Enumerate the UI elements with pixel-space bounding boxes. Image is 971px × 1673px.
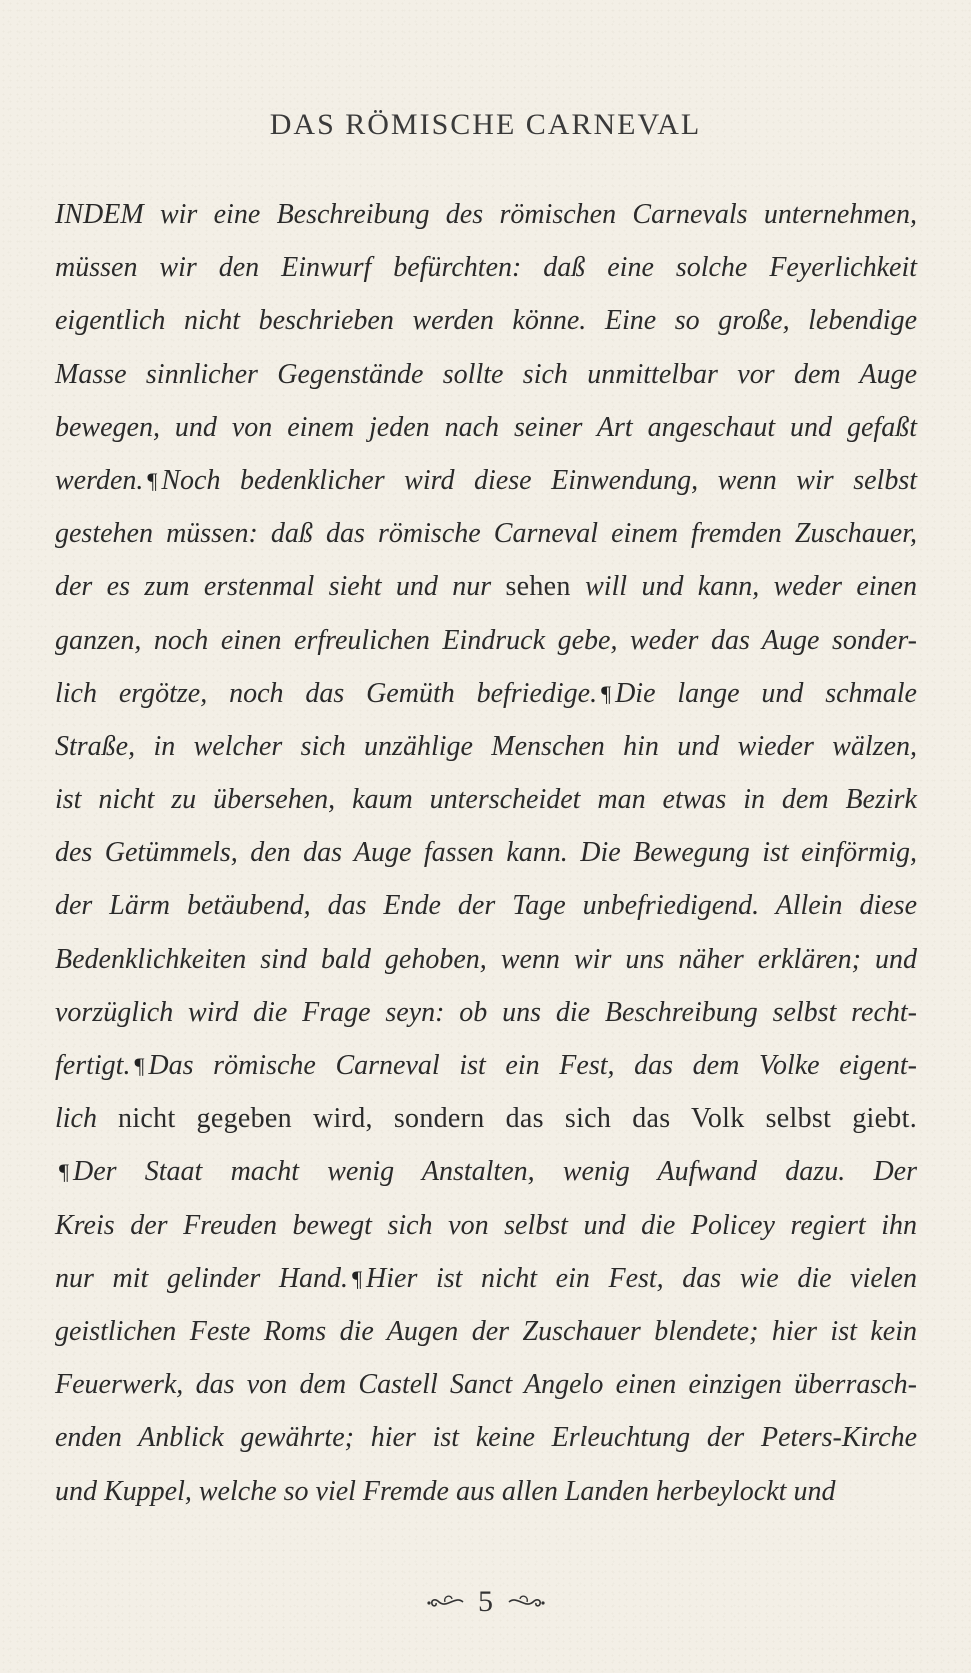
text-line (55, 1092, 917, 1145)
italic-text: und Kuppel, welche so viel Fremde aus allen Landen herbeylockt und (55, 1475, 836, 1507)
text-line (55, 348, 917, 401)
text-line (55, 1039, 917, 1092)
italic-text: müssen wir den Einwurf befürchten: daß eine solche Feyerlichkeit (55, 252, 917, 284)
text-line (55, 1411, 917, 1464)
italic-text: gestehen müssen: daß das römische Carneval einem fremden Zuschauer, (55, 518, 917, 550)
italic-text: Straße, in welcher sich unzählige Menschen hin und wieder wälzen, (55, 730, 917, 762)
paragraph-mark-icon: ¶ (147, 467, 158, 493)
italic-text: bewegen, und von einem jeden nach seiner Art angeschaut und gefaßt (55, 411, 917, 443)
text-line (55, 188, 917, 241)
page-footer (0, 1583, 971, 1619)
italic-text: fertigt. (55, 1050, 131, 1081)
italic-text: Feuerwerk, das von dem Castell Sanct Angelo einen einzigen überrasch- (55, 1369, 917, 1401)
italic-text: ganzen, noch einen erfreulichen Eindruck gebe, weder das Auge sonder- (55, 624, 917, 656)
italic-text: werden. (55, 464, 144, 496)
text-line (55, 241, 917, 294)
text-line (55, 454, 917, 507)
italic-text: ist nicht zu übersehen, kaum unterscheidet man etwas in dem Bezirk (55, 784, 917, 816)
italic-text: Der Staat macht wenig Anstalten, wenig Aufwand dazu. Der (72, 1156, 917, 1188)
italic-text: enden Anblick gewährte; hier ist keine Erleuchtung der Peters-Kirche (55, 1422, 917, 1454)
italic-text: Noch bedenklicher wird diese Einwendung, wenn wir selbst (161, 464, 917, 496)
paragraph-mark-icon: ¶ (59, 1159, 69, 1185)
text-line (55, 667, 917, 720)
italic-text: lich ergötze, noch das Gemüth befriedige. (55, 677, 598, 709)
italic-text: eigentlich nicht beschrieben werden könne. Eine so große, lebendige (55, 305, 917, 337)
text-line (55, 401, 917, 454)
paragraph-mark-icon: ¶ (134, 1053, 145, 1078)
italic-text: Die lange und schmale (615, 677, 917, 709)
italic-text: lich (55, 1103, 97, 1135)
text-line (55, 826, 917, 879)
text-line (55, 773, 917, 826)
text-line (55, 1199, 917, 1252)
italic-text: Kreis der Freuden bewegt sich von selbst und die Policey regiert ihn (55, 1209, 917, 1241)
italic-text: der Lärm betäubend, das Ende der Tage unbefriedigend. Allein diese (55, 890, 917, 922)
text-line (55, 1358, 917, 1411)
text-line (55, 560, 917, 613)
body-text (55, 188, 917, 1518)
text-line (55, 1252, 917, 1305)
text-line (55, 879, 917, 932)
italic-text: Masse sinnlicher Gegenstände sollte sich unmittelbar vor dem Auge (55, 358, 917, 390)
text-line (55, 294, 917, 347)
text-line (55, 507, 917, 560)
italic-text: Hier ist nicht ein Fest, das wie die vielen (366, 1262, 917, 1294)
italic-text: Bedenklichkeiten sind bald gehoben, wenn wir uns näher erklären; und (55, 943, 917, 975)
text-line (55, 986, 917, 1039)
italic-text: geistlichen Feste Roms die Augen der Zuschauer blendete; hier ist kein (55, 1315, 917, 1347)
italic-text: nur mit gelinder Hand. (55, 1262, 349, 1294)
text-line (55, 720, 917, 773)
italic-text: INDEM wir eine Beschreibung des römischen Carnevals unternehmen, (55, 199, 917, 230)
page-number: 5 (478, 1585, 493, 1619)
roman-text: sehen (505, 571, 571, 603)
paragraph-mark-icon: ¶ (352, 1265, 363, 1291)
page-title: DAS RÖMISCHE CARNEVAL (269, 108, 702, 142)
text-line (55, 614, 917, 667)
italic-text: vorzüglich wird die Frage seyn: ob uns die Beschreibung selbst recht- (55, 996, 917, 1028)
text-line (55, 1305, 917, 1358)
italic-text: Das römische Carneval ist ein Fest, das dem Volke eigent- (148, 1050, 917, 1081)
right-flourish-icon (507, 1591, 547, 1613)
text-line (55, 1465, 917, 1518)
roman-text: nicht gegeben wird, sondern das sich das Volk selbst giebt. (97, 1103, 917, 1135)
text-line (55, 1145, 917, 1198)
text-line (55, 933, 917, 986)
italic-text: der es zum erstenmal sieht und nur (55, 571, 506, 603)
left-flourish-icon (425, 1591, 465, 1613)
italic-text: des Getümmels, den das Auge fassen kann. Die Bewegung ist einförmig, (55, 837, 917, 869)
paragraph-mark-icon: ¶ (601, 680, 612, 706)
italic-text: will und kann, weder einen (570, 571, 917, 603)
